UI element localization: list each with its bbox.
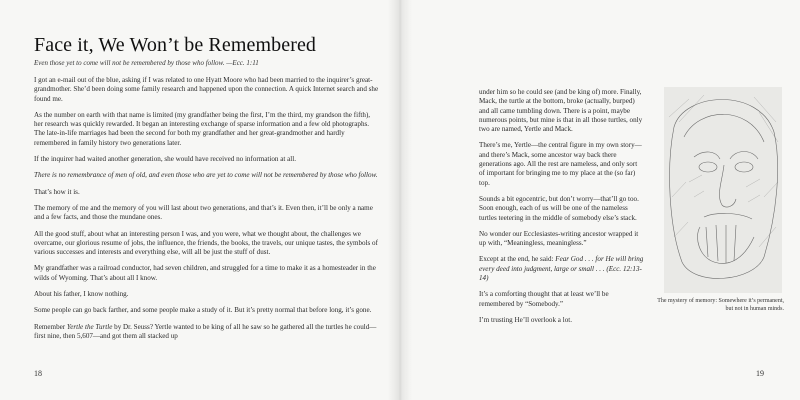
paragraph: My grandfather was a railroad conductor, had seven children, and struggled for a time to make it as a homesteader in the wilds of Wyoming. That’s about all I know. xyxy=(34,264,376,282)
portrait-sketch-illustration xyxy=(664,87,782,293)
book-title: Yertle the Turtle xyxy=(66,322,113,331)
scripture-reference: (Ecc. 12:13-14) xyxy=(479,264,642,283)
paragraph: Some people can go back farther, and some people make a study of it. But it’s pretty normal that before long, it’s gone. xyxy=(34,306,372,315)
paragraph xyxy=(34,323,379,342)
paragraph: Sounds a bit egocentric, but don’t worry—that’ll go too. Soon enough, each of us will be one of the nameless turtles teetering in the middle of somebody else’s stack. xyxy=(479,194,639,222)
paragraph: No wonder our Ecclesiastes-writing ancestor wrapped it up with, “Meaningless, meaningless.” xyxy=(479,229,639,248)
paragraph: All the good stuff, about what an interesting person I was, and you were, what we thought about, the challenges we overcame, our glorious resume of jobs, the influence, the friends, the books, the travels, our unique tastes, the symbols of various successes and interests and everything else, will all be just the stuff of dust. xyxy=(34,229,378,257)
paragraph: I’m trusting He’ll overlook a lot. xyxy=(479,315,572,324)
paragraph: I got an e-mail out of the blue, asking if I was related to one Hyatt Moore who had been married to the inquirer’s great-grandmother. She’d been doing some family research and happened upon the connection. A quick Internet search and she found me. xyxy=(34,76,379,103)
page-number: 19 xyxy=(756,369,764,378)
paragraph: That’s how it is. xyxy=(34,187,80,196)
text-run: by Dr. Seuss? Yertle wanted to be king of all he saw so he gathered all the turtles he could—first nine, then 5,607—and got them all stacked up xyxy=(34,322,377,340)
chapter-title: Face it, We Won’t be Remembered xyxy=(34,34,317,56)
text-run: Remember xyxy=(34,322,67,331)
illustration-caption: The mystery of memory: Somewhere it’s permanent, but not in human minds. xyxy=(657,298,784,312)
paragraph: The memory of me and the memory of you will last about two generations, and that’s it. Even then, it’ll be only a name and a few facts, and those the mundane ones. xyxy=(34,203,373,222)
page-number: 18 xyxy=(34,369,42,378)
paragraph: If the inquirer had waited another generation, she would have received no information at all. xyxy=(34,155,296,164)
right-page xyxy=(400,0,800,400)
epigraph: Even those yet to come will not be remembered by those who follow. —Ecc. 1:11 xyxy=(34,59,259,67)
left-body-text xyxy=(34,76,379,348)
scripture-quote: Fear God . . . for He will bring every deed into judgment, large or small . . . xyxy=(479,255,644,273)
paragraph: About his father, I know nothing. xyxy=(34,290,129,299)
paragraph: It’s a comforting thought that at least we’ll be remembered by “Somebody.” xyxy=(479,290,609,308)
scripture-quote: There is no remembrance of men of old, and even those who are yet to come will not be remembered by those who follow. xyxy=(34,171,378,180)
paragraph: under him so he could see (and be king of) more. Finally, Mack, the turtle at the bottom, broke (actually, burped) and all came tumbling down. There is a point, maybe numerous points, but mine is that in all those turtles, only two are named, Yertle and Mack. xyxy=(479,88,643,134)
paragraph xyxy=(479,255,644,283)
paragraph: There’s me, Yertle—the central figure in my own story—and there’s Mack, some ancestor way back there generations ago. All the rest are nameless, and only sort of important for bringing me to my place at the (so far) top. xyxy=(479,141,642,187)
right-body-text xyxy=(479,88,644,332)
text-run: Except at the end, he said: xyxy=(479,255,556,264)
paragraph: As the number on earth with that name is limited (my grandfather being the first, I’m the third, my grandson the fifth), her research was quickly rewarded. It began an interesting exchange of sparse information and a few old photographs. The late-in-life marriages had been the second for both my grandfather and her great-grandmother and hardly remembered in family history two generations later. xyxy=(34,110,371,147)
